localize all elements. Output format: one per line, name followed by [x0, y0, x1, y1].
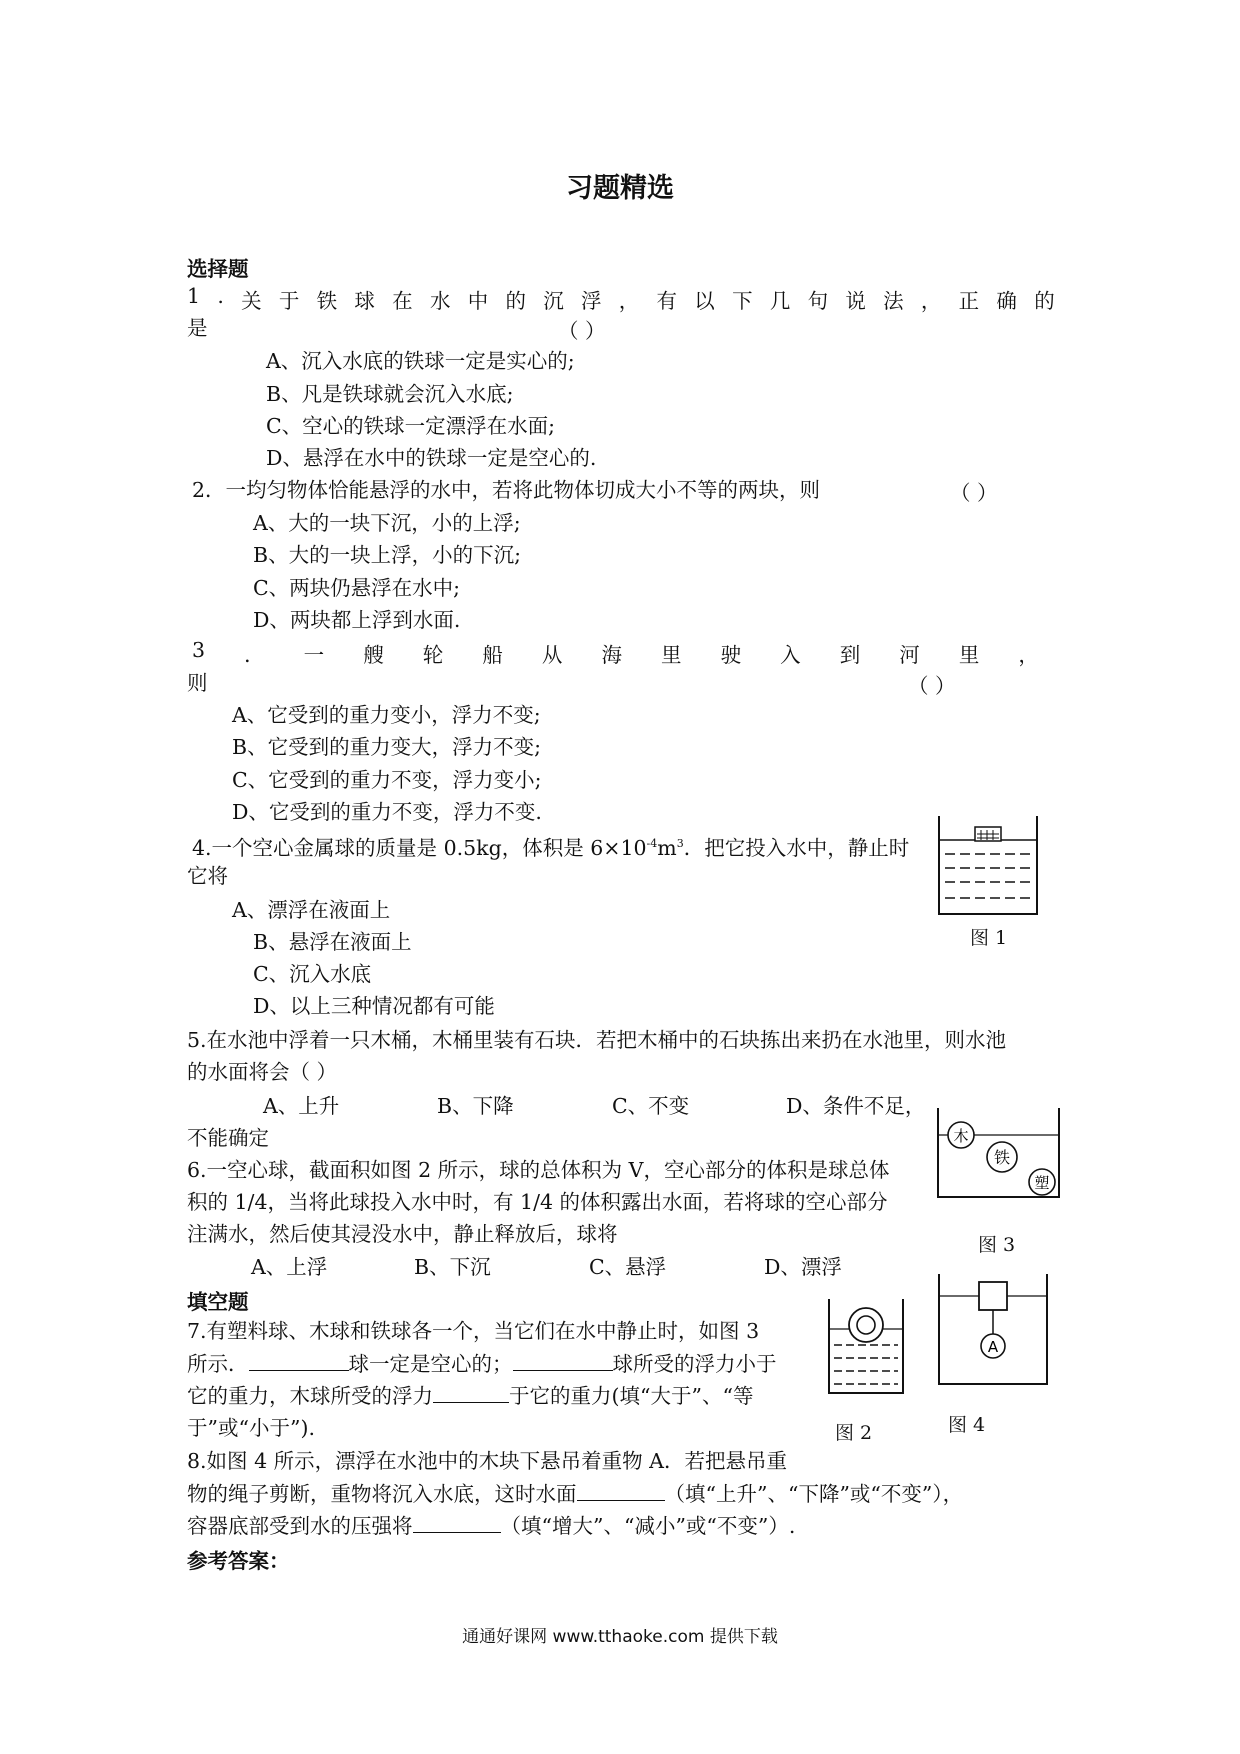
question-2-option-a: A、大的一块下沉，小的上浮;	[253, 511, 521, 535]
question-1-stem-char: 球	[354, 289, 375, 313]
question-1-stem-char: 于	[278, 289, 300, 313]
question-4-exponent: -4	[646, 837, 658, 850]
question-1-stem-char: 沉	[543, 289, 564, 313]
question-2-answer-paren: （ ）	[950, 481, 998, 505]
question-3-option-d: D、它受到的重力不变，浮力不变.	[232, 800, 542, 824]
question-3-stem-char: 入	[780, 643, 801, 667]
question-1-stem-char: 的	[505, 289, 526, 313]
question-1-stem-char: 铁	[316, 289, 338, 313]
question-3-stem-tail: 则	[187, 671, 208, 695]
question-4-option-d: D、以上三种情况都有可能	[253, 994, 495, 1018]
section-heading-choice: 选择题	[187, 257, 249, 281]
question-5-option-d: D、条件不足，	[786, 1094, 926, 1118]
question-3-stem-char: 艘	[363, 643, 384, 667]
question-3-stem-char: 里	[958, 643, 980, 667]
figure-2-caption: 图 2	[835, 1422, 873, 1444]
question-3-stem-char: 海	[601, 643, 622, 667]
question-3-stem-char: ，	[1018, 643, 1039, 667]
question-3-answer-paren: （ ）	[908, 674, 956, 698]
question-1-stem-char: 在	[392, 289, 413, 313]
question-4-stem-line2: 它将	[187, 864, 228, 888]
question-3-stem-char: 3	[192, 638, 206, 662]
question-7-stem-line3	[187, 1382, 753, 1410]
question-8-blank-1[interactable]	[577, 1482, 665, 1501]
question-5-stem: 5.在水池中浮着一只木桶，木桶里装有石块．若把木桶中的石块拣出来扔在水池里，则水池	[187, 1028, 1007, 1052]
figure-4-caption: 图 4	[948, 1414, 986, 1436]
question-8-stem-line3	[187, 1512, 795, 1540]
question-1-stem-tail: 是	[187, 316, 208, 340]
section-heading-answers: 参考答案：	[187, 1549, 290, 1573]
question-1-stem-char: 中	[467, 289, 489, 313]
question-4-option-c: C、沉入水底	[253, 962, 372, 986]
page-title: 习题精选	[566, 173, 674, 204]
question-1-stem-char: 关	[241, 289, 262, 313]
question-2-option-c: C、两块仍悬浮在水中;	[253, 576, 461, 600]
question-6-stem-line2: 积的 1/4，当将此球投入水中时，有 1/4 的体积露出水面，若将球的空心部分	[187, 1190, 888, 1214]
question-2-stem: 2．一均匀物体恰能悬浮的水中，若将此物体切成大小不等的两块，则	[192, 478, 821, 502]
figure-3-balls-diagram	[935, 1105, 1065, 1205]
question-2-option-b: B、大的一块上浮，小的下沉;	[253, 543, 521, 567]
question-5-option-c: C、不变	[612, 1094, 690, 1118]
question-3-stem-char: 驶	[720, 643, 742, 667]
question-4-stem-part1: 4.一个空心金属球的质量是 0.5kg，体积是 6×10	[192, 835, 647, 860]
question-1-stem-char: 以	[694, 289, 715, 313]
question-8-text-c: 容器底部受到水的压强将	[187, 1514, 413, 1538]
question-1-stem-char: 法	[883, 289, 904, 313]
question-4-option-b: B、悬浮在液面上	[253, 930, 412, 954]
question-7-blank-2[interactable]	[513, 1352, 613, 1371]
figure-2-hollow-ball-diagram	[825, 1295, 910, 1400]
question-1-stem-char: 正	[958, 289, 980, 313]
question-1-option-a: A、沉入水底的铁球一定是实心的;	[266, 349, 575, 373]
question-5-stem-line2: 的水面将会（ ）	[187, 1060, 338, 1084]
section-heading-fill: 填空题	[187, 1290, 249, 1314]
question-3-stem-char: 河	[899, 643, 920, 667]
question-1-option-d: D、悬浮在水中的铁球一定是空心的.	[266, 446, 597, 470]
question-1-stem-char: 1	[187, 284, 201, 308]
figure-3-label-iron: 铁	[993, 1148, 1011, 1167]
question-7-text-c: 球所受的浮力小于	[612, 1352, 777, 1376]
figure-1-container-diagram	[935, 810, 1050, 925]
question-1-stem-char: 水	[429, 289, 451, 313]
question-7-text-d: 它的重力，木球所受的浮力	[187, 1384, 433, 1408]
question-3-stem-char: 到	[839, 643, 861, 667]
page-footer: 通通好课网 www.tthaoke.com 提供下载	[462, 1627, 778, 1647]
question-1-option-c: C、空心的铁球一定漂浮在水面;	[266, 414, 556, 438]
question-3-option-c: C、它受到的重力不变，浮力变小;	[232, 768, 542, 792]
question-7-stem-line4: 于”或“小于”).	[187, 1416, 315, 1440]
question-1-stem-char: 有	[656, 289, 678, 313]
question-5-option-d-continued: 不能确定	[187, 1126, 269, 1150]
question-3-option-b: B、它受到的重力变大，浮力不变;	[232, 735, 541, 759]
question-4-stem-part2: ．把它投入水中，静止时	[683, 835, 910, 860]
question-4-stem	[192, 830, 909, 862]
question-3-stem	[192, 638, 1039, 668]
figure-3-caption: 图 3	[978, 1234, 1016, 1256]
question-1-answer-paren: （ ）	[558, 319, 606, 343]
question-1-option-b: B、凡是铁球就会沉入水底;	[266, 382, 514, 406]
question-4-option-a: A、漂浮在液面上	[232, 898, 391, 922]
figure-1-caption: 图 1	[970, 927, 1008, 949]
question-1-stem-char: ，	[920, 289, 942, 313]
question-7-text-e: 于它的重力(填“大于”、“等	[509, 1384, 754, 1408]
question-8-text-b: （填“上升”、“下降”或“不变”），	[664, 1482, 964, 1506]
question-3-stem-char: 一	[303, 643, 325, 667]
question-1-stem-char: 下	[732, 289, 753, 313]
question-3-stem-char: 从	[541, 643, 563, 667]
question-6-option-a: A、上浮	[251, 1255, 328, 1279]
question-6-stem: 6.一空心球，截面积如图 2 所示，球的总体积为 V，空心部分的体积是球总体	[187, 1158, 890, 1182]
question-1-stem-char: 浮	[581, 289, 602, 313]
question-7-text-a: 所示．	[187, 1352, 249, 1376]
question-7-blank-1[interactable]	[249, 1352, 349, 1371]
question-8-stem: 8.如图 4 所示，漂浮在水池中的木块下悬吊着重物 A．若把悬吊重	[187, 1449, 787, 1473]
question-7-stem: 7.有塑料球、木球和铁球各一个，当它们在水中静止时，如图 3	[187, 1319, 760, 1343]
figure-4-suspended-weight-diagram	[935, 1270, 1055, 1390]
question-1-stem-char: 句	[807, 289, 829, 313]
question-6-option-c: C、悬浮	[589, 1255, 667, 1279]
figure-3-label-plastic: 塑	[1034, 1174, 1050, 1192]
question-5-option-b: B、下降	[437, 1094, 514, 1118]
question-3-stem-char: 里	[661, 643, 682, 667]
question-1-stem-char: 的	[1034, 289, 1055, 313]
question-7-text-b: 球一定是空心的；	[348, 1352, 513, 1376]
question-1-stem-char: .	[217, 284, 224, 308]
question-3-option-a: A、它受到的重力变小，浮力不变;	[232, 703, 541, 727]
question-4-unit-exponent: 3	[676, 837, 684, 850]
question-3-stem-char: ．	[244, 643, 265, 667]
question-6-option-d: D、漂浮	[764, 1255, 842, 1279]
question-8-text-a: 物的绳子剪断，重物将沉入水底，这时水面	[187, 1482, 577, 1506]
question-8-blank-2[interactable]	[413, 1514, 501, 1533]
question-1-stem-char: ，	[618, 289, 640, 313]
question-1-stem-char: 说	[845, 289, 866, 313]
question-5-option-a: A、上升	[263, 1094, 340, 1118]
question-6-stem-line3: 注满水，然后使其浸没水中，静止释放后，球将	[187, 1222, 618, 1246]
question-3-stem-char: 船	[482, 643, 503, 667]
question-2-option-d: D、两块都上浮到水面.	[253, 608, 461, 632]
question-3-stem-char: 轮	[422, 643, 444, 667]
question-4-unit: m	[657, 835, 677, 860]
question-8-stem-line2	[187, 1480, 963, 1508]
question-1-stem-char: 确	[996, 289, 1017, 313]
question-1-stem	[187, 284, 1055, 314]
question-8-text-d: （填“增大”、“减小”或“不变”）.	[500, 1514, 796, 1538]
figure-4-weight-label: A	[987, 1338, 999, 1356]
figure-3-label-wood: 木	[953, 1127, 969, 1145]
question-7-blank-3[interactable]	[433, 1384, 509, 1403]
question-6-option-b: B、下沉	[414, 1255, 491, 1279]
question-1-stem-char: 几	[769, 289, 791, 313]
question-7-stem-line2	[187, 1350, 777, 1378]
